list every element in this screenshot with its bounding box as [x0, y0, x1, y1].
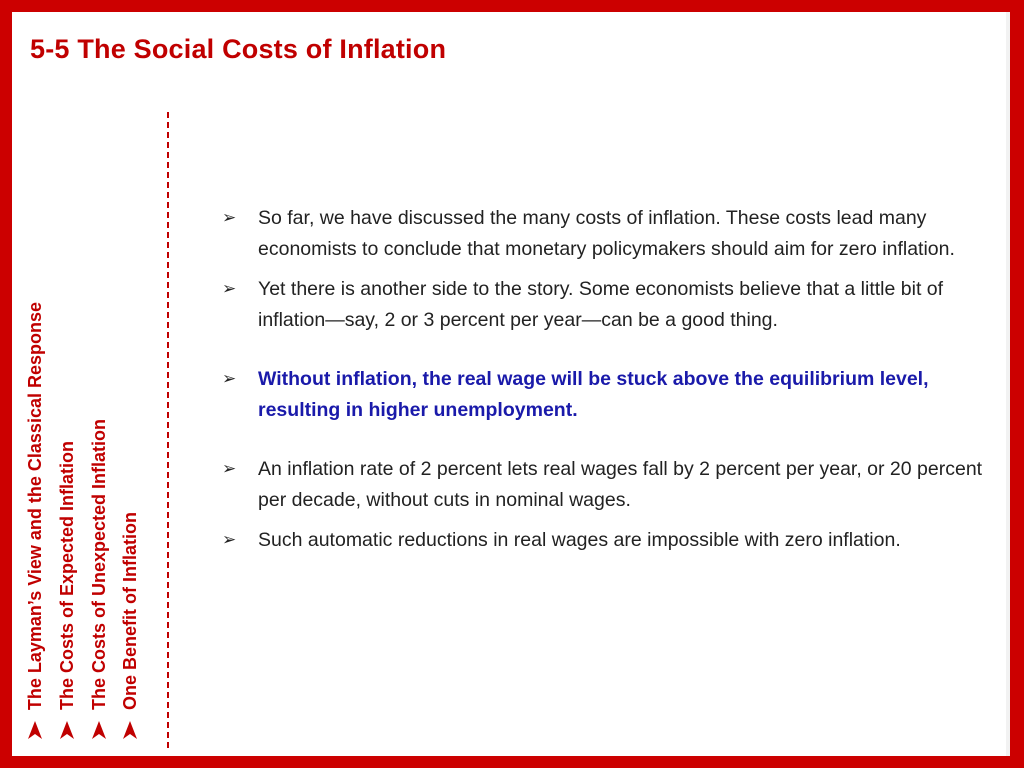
sidebar-divider — [167, 112, 169, 748]
navigation-arrow-icon — [59, 720, 75, 740]
bullet-item — [222, 203, 992, 265]
sidebar-item-label: The Costs of Unexpected Inflation — [89, 418, 109, 710]
sidebar-item-expected-inflation[interactable] — [52, 80, 82, 740]
bullet-arrow-icon: ➢ — [222, 208, 237, 228]
bullet-text: An inflation rate of 2 percent lets real wages fall by 2 percent per year, or 20 percent per decade, without cuts in nominal wages. — [258, 458, 983, 511]
slide-body — [222, 203, 992, 565]
sidebar-item-label: The Costs of Expected Inflation — [57, 440, 77, 710]
slide-title: 5-5 The Social Costs of Inflation — [30, 34, 447, 64]
bullet-arrow-icon: ➢ — [222, 530, 237, 550]
bullet-item — [222, 274, 992, 336]
navigation-arrow-icon — [27, 720, 43, 740]
bullet-arrow-icon: ➢ — [222, 279, 237, 299]
sidebar-item-laymans-view[interactable] — [20, 80, 50, 740]
bullet-item — [222, 454, 992, 516]
slide-frame-left — [0, 0, 12, 768]
bullet-arrow-icon: ➢ — [222, 369, 237, 389]
bullet-text: Such automatic reductions in real wages are impossible with zero inflation. — [258, 529, 901, 551]
bullet-text: Without inflation, the real wage will be stuck above the equilibrium level, resulting in higher unemployment. — [258, 368, 929, 421]
sidebar-item-label: One Benefit of Inflation — [120, 512, 140, 710]
bullet-item-emphasis — [222, 364, 992, 426]
bullet-arrow-icon: ➢ — [222, 459, 237, 479]
navigation-arrow-icon — [122, 720, 138, 740]
sidebar-item-label: The Layman’s View and the Classical Response — [25, 301, 45, 710]
bullet-text: Yet there is another side to the story. Some economists believe that a little bit of inflation—say, 2 or 3 percent per year—can be a good thing. — [258, 278, 944, 331]
bullet-text: So far, we have discussed the many costs of inflation. These costs lead many economists to conclude that monetary policymakers should aim for zero inflation. — [258, 207, 955, 260]
slide-frame-top — [0, 0, 1024, 12]
slide-frame-bottom — [0, 756, 1024, 768]
sidebar-item-benefit-of-inflation[interactable] — [115, 80, 145, 740]
navigation-arrow-icon — [91, 720, 107, 740]
slide-frame-right-shadow — [1006, 12, 1010, 756]
bullet-item — [222, 525, 992, 556]
sidebar-item-unexpected-inflation[interactable] — [84, 80, 114, 740]
